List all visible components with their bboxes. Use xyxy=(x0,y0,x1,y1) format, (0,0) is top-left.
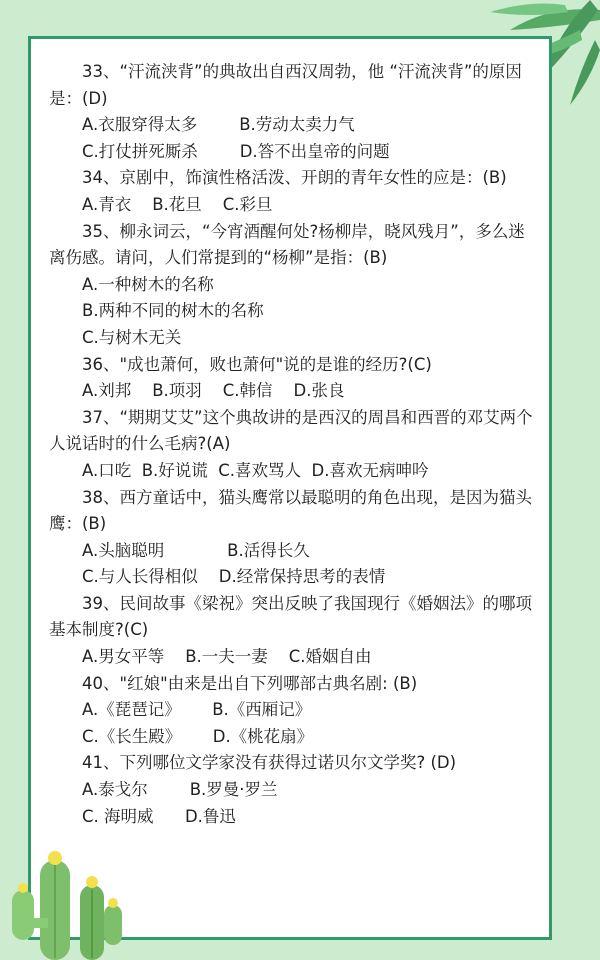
question-list xyxy=(49,59,535,830)
answer-options: B.两种不同的树木的名称 xyxy=(82,301,264,321)
content-frame xyxy=(28,36,552,940)
answer-options: C. 海明威 D.鲁迅 xyxy=(82,806,236,826)
answer-options: A.青衣 B.花旦 C.彩旦 xyxy=(82,194,273,214)
answer-options: A.头脑聪明 B.活得长久 xyxy=(82,540,310,560)
answer-options: A.一种树木的名称 xyxy=(82,274,214,294)
answer-options: A.男女平等 B.一夫一妻 C.婚姻自由 xyxy=(82,647,372,667)
answer-options: C.与树木无关 xyxy=(82,327,182,347)
question-text: 35、柳永词云，“今宵酒醒何处?杨柳岸，晓风残月”，多么迷离伤感。请问，人们常提到的“杨柳”是指：(B) xyxy=(49,221,525,268)
answer-options: A.口吃 B.好说谎 C.喜欢骂人 D.喜欢无病呻吟 xyxy=(82,460,429,480)
answer-options: A.刘邦 B.项羽 C.韩信 D.张良 xyxy=(82,381,345,401)
question-text: 40、"红娘"由来是出自下列哪部古典名剧: (B) xyxy=(82,673,418,693)
answer-options: A.衣服穿得太多 B.劳动太卖力气 xyxy=(82,115,355,135)
question-text: 36、"成也萧何，败也萧何"说的是谁的经历?(C) xyxy=(82,354,432,374)
answer-options: A.《琵琶记》 B.《西厢记》 xyxy=(82,700,312,720)
answer-options: A.泰戈尔 B.罗曼·罗兰 xyxy=(82,780,278,800)
answer-options: C.《长生殿》 D.《桃花扇》 xyxy=(82,726,314,746)
answer-options: C.打仗拼死厮杀 D.答不出皇帝的问题 xyxy=(82,141,390,161)
question-text: 37、“期期艾艾”这个典故讲的是西汉的周昌和西晋的邓艾两个人说话时的什么毛病?(A) xyxy=(49,407,533,454)
question-text: 39、民间故事《梁祝》突出反映了我国现行《婚姻法》的哪项基本制度?(C) xyxy=(49,593,532,640)
answer-options: C.与人长得相似 D.经常保持思考的表情 xyxy=(82,567,386,587)
question-text: 34、京剧中，饰演性格活泼、开朗的青年女性的应是：(B) xyxy=(82,168,507,188)
cactus-decoration xyxy=(0,830,150,960)
question-text: 38、西方童话中，猫头鹰常以最聪明的角色出现，是因为猫头鹰：(B) xyxy=(49,487,532,534)
question-text: 41、下列哪位文学家没有获得过诺贝尔文学奖? (D) xyxy=(82,753,457,773)
question-text: 33、“汗流浃背”的典故出自西汉周勃，他 “汗流浃背”的原因是：(D) xyxy=(49,62,522,108)
